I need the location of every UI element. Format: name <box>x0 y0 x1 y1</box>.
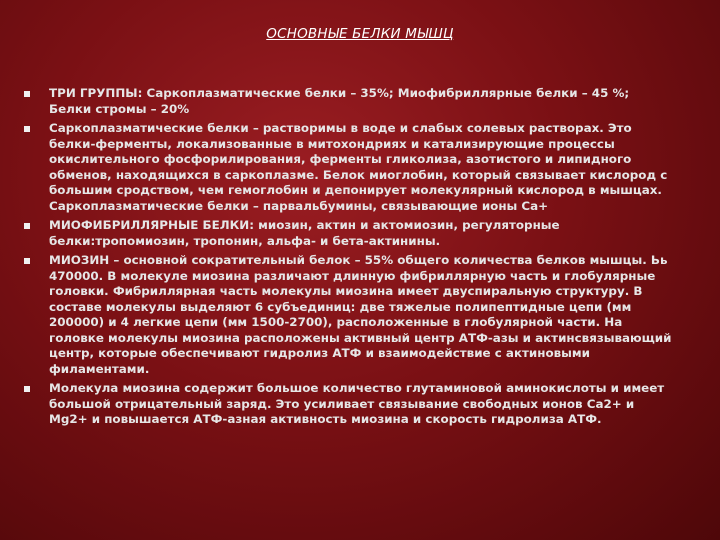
square-bullet-icon <box>24 126 30 132</box>
item-line: большой отрицательный заряд. Это усиливает связывание свободных ионов Са2+ и <box>49 396 635 411</box>
item-line: 200000) и 4 легкие цепи (мм 1500-2700), расположенные в глобулярной части. На <box>49 315 623 329</box>
item-line: филаментами. <box>49 361 150 376</box>
square-bullet-icon <box>24 258 30 264</box>
item-line: 470000. В молекуле миозина различают длинную фибриллярную часть и глобулярные <box>49 268 656 283</box>
square-bullet-icon <box>24 91 30 97</box>
item-line: белки-ферменты, локализованные в митохондриях и катализирующие процессы <box>49 136 615 151</box>
square-bullet-icon <box>24 386 30 392</box>
list-item <box>24 253 708 377</box>
list-item <box>24 381 708 428</box>
list-item <box>24 86 708 117</box>
item-line: ТРИ ГРУППЫ: Саркоплазматические белки – 35%; Миофибриллярные белки – 45 %; <box>49 86 630 100</box>
slide-title: ОСНОВНЫЕ БЕЛКИ МЫШЦ <box>266 26 454 42</box>
item-line: Саркоплазматические белки – растворимы в воде и слабых солевых растворах. Это <box>49 121 632 135</box>
list-item <box>24 121 708 214</box>
item-line: составе молекулы выделяют 6 субъединиц: две тяжелые полипептидные цепи (мм <box>49 299 632 314</box>
item-line: обменов, находящихся в саркоплазме. Белок миоглобин, который связывает кислород с <box>49 167 668 182</box>
list-item <box>24 218 708 249</box>
item-line: Белки стромы – 20% <box>49 101 190 116</box>
item-line: Саркоплазматические белки – парвальбумины, связывающие ионы Са+ <box>49 198 549 213</box>
item-line: окислительного фосфорилирования, ферменты гликолиза, азотистого и липидного <box>49 152 632 166</box>
square-bullet-icon <box>24 223 30 229</box>
item-line: белки:тропомиозин, тропонин, альфа- и бета-актинины. <box>49 233 441 248</box>
item-line: МИОЗИН – основной сократительный белок – 55% общего количества белков мышцы. Ьь <box>49 253 668 267</box>
item-line: центр, которые обеспечивают гидролиз АТФ и взаимодействие с актиновыми <box>49 346 590 360</box>
item-line: МИОФИБРИЛЛЯРНЫЕ БЕЛКИ: миозин, актин и актомиозин, регуляторные <box>49 218 560 232</box>
bullet-list <box>24 86 708 428</box>
item-line: головке молекулы миозина расположены активный центр АТФ-азы и актинсвязывающий <box>49 330 672 345</box>
item-line: Mg2+ и повышается АТФ-азная активность миозина и скорость гидролиза АТФ. <box>49 412 602 426</box>
item-line: головки. Фибриллярная часть молекулы миозина имеет двуспиральную структуру. В <box>49 284 643 298</box>
item-line: большим сродством, чем гемоглобин и депонирует молекулярный кислород в мышцах. <box>49 183 662 197</box>
item-line: Молекула миозина содержит большое количество глутаминовой аминокислоты и имеет <box>49 381 665 395</box>
